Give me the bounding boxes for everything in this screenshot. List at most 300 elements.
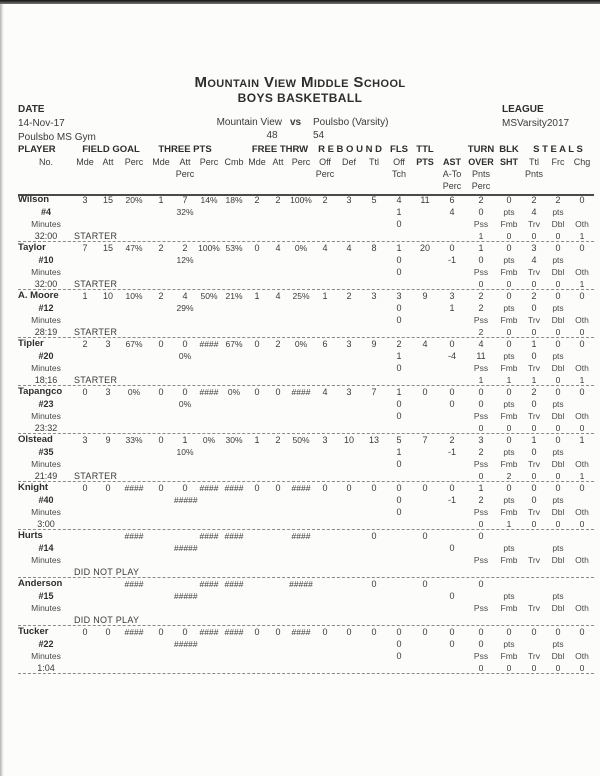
cell-blk: 0 xyxy=(506,483,512,493)
cell-reb_def: 0 xyxy=(346,483,352,493)
cell-status: DID NOT PLAY xyxy=(74,615,140,625)
cell-tp_mde: 0 xyxy=(158,627,164,637)
cell-stl_frc: 0 xyxy=(555,483,561,493)
cell-fmb: Fmb xyxy=(500,651,518,661)
cell-ft_att: 0 xyxy=(275,387,281,397)
cell-a_to: 0 xyxy=(449,639,455,649)
cell-minutes: Minutes xyxy=(31,651,61,661)
cell-ast: 0 xyxy=(449,483,455,493)
col-three-pts: THREE PTS xyxy=(158,144,212,155)
cell-fls3: 0 xyxy=(396,219,402,229)
cell-stl_pnts: 0 xyxy=(531,399,537,409)
cell-fmb: 0 xyxy=(506,279,512,289)
cell-reb_off: 6 xyxy=(322,339,328,349)
cell-pss: Pss xyxy=(473,555,489,565)
cell-oth: Oth xyxy=(575,411,589,421)
cell-minutes: Minutes xyxy=(31,459,61,469)
cell-fg_mde: 7 xyxy=(82,243,88,253)
cell-ttl_pts: 9 xyxy=(422,291,428,301)
cell-dbl: Dbl xyxy=(551,411,565,421)
cell-ast: 0 xyxy=(449,627,455,637)
cell-pts: pts xyxy=(552,543,564,553)
cell-tp_att: 0 xyxy=(182,627,188,637)
cell-stl_chg: 1 xyxy=(579,435,585,445)
vs-label: vs xyxy=(290,117,302,128)
cell-fmb: 2 xyxy=(506,471,512,481)
cell-ft_perc: #### xyxy=(291,387,311,397)
cell-fg_mde: 3 xyxy=(82,435,88,445)
cell-minutes: Minutes xyxy=(31,507,61,517)
cell-tp_perc: #### xyxy=(199,531,219,541)
cell-reb_ttl: 0 xyxy=(371,627,377,637)
cell-number: #12 xyxy=(38,303,54,313)
scan-edge-top xyxy=(0,0,600,4)
cell-stl_chg: 0 xyxy=(579,195,585,205)
cell-fls1 xyxy=(386,578,412,590)
cell-fg_att xyxy=(96,578,120,590)
cell-reb_def: 3 xyxy=(346,339,352,349)
cell-fg_mde xyxy=(74,578,96,590)
cell-tp_att_perc: ##### xyxy=(174,591,198,601)
cell-tp_att: 0 xyxy=(182,339,188,349)
cell-stl_pnts: 0 xyxy=(531,351,537,361)
cell-a_to: 0 xyxy=(449,399,455,409)
cell-dbl: Dbl xyxy=(551,507,565,517)
cell-fmb: Fmb xyxy=(500,219,518,229)
cell-pss: Pss xyxy=(473,507,489,517)
cell-pss xyxy=(466,614,496,625)
cell-pss: 0 xyxy=(478,279,484,289)
cell-minutes: Minutes xyxy=(31,219,61,229)
cell-stl_frc xyxy=(546,578,570,590)
cell-ft_att: 2 xyxy=(275,195,281,205)
cell-minutes: Minutes xyxy=(31,315,61,325)
cell-stl_pnts xyxy=(522,590,546,602)
cell-fmb: Fmb xyxy=(500,459,518,469)
cell-ast xyxy=(438,530,466,542)
cell-minutes: 32:00 xyxy=(34,231,58,241)
col-ttl: TTL xyxy=(416,144,434,155)
cell-fls1: 3 xyxy=(396,291,402,301)
cell-trv: 0 xyxy=(531,279,537,289)
cell-status xyxy=(74,662,196,673)
cell-name: A. Moore xyxy=(18,290,59,301)
cell-fls3 xyxy=(386,602,412,614)
cell-ft_att: 4 xyxy=(275,243,281,253)
cell-fmb: Fmb xyxy=(500,507,518,517)
cell-pts: pts xyxy=(503,255,515,265)
cell-name: Anderson xyxy=(18,578,63,589)
cell-fg_att: 15 xyxy=(102,243,113,253)
cell-pts: pts xyxy=(552,303,564,313)
cell-tp_att_perc: ##### xyxy=(174,495,198,505)
col-to-perc: Perc xyxy=(471,181,491,191)
cell-to: 3 xyxy=(478,435,484,445)
cell-reb_off: 4 xyxy=(322,387,328,397)
cell-reb_def xyxy=(336,530,362,542)
cell-reb_ttl: 8 xyxy=(371,243,377,253)
cell-ttl_pts: 0 xyxy=(422,579,428,589)
cell-ft_mde: 2 xyxy=(254,195,260,205)
date-label: DATE xyxy=(18,104,45,115)
player-row xyxy=(18,482,594,530)
cell-ft_att xyxy=(268,530,288,542)
cell-number: #22 xyxy=(38,639,54,649)
cell-ft_att: 0 xyxy=(275,483,281,493)
league-value: MSVarsity2017 xyxy=(502,118,570,129)
cell-ft_att: 0 xyxy=(275,627,281,637)
cell-ft_perc: ##### xyxy=(289,579,313,589)
cell-name: Wilson xyxy=(18,194,50,205)
cell-minutes: 28:19 xyxy=(34,327,58,337)
cell-tp_mde: 0 xyxy=(158,483,164,493)
cell-ast: 0 xyxy=(449,387,455,397)
cell-fmb: Fmb xyxy=(500,411,518,421)
cell-tp_att: 7 xyxy=(182,195,188,205)
cell-cmb: 67% xyxy=(225,339,243,349)
cell-fls1: 1 xyxy=(396,243,402,253)
league-label: LEAGUE xyxy=(502,104,544,115)
col-ft-perc: Perc xyxy=(291,157,311,167)
cell-ttl_pts: 11 xyxy=(420,195,430,205)
cell-stl_ttl: 0 xyxy=(531,483,537,493)
col-free-thrw: FREE THRW xyxy=(251,144,309,155)
player-row xyxy=(18,434,594,482)
cell-pts: pts xyxy=(503,495,515,505)
cell-stl_ttl: 1 xyxy=(531,435,537,445)
cell-pss: Pss xyxy=(473,411,489,421)
cell-dbl: 0 xyxy=(555,327,561,337)
cell-dbl: Dbl xyxy=(551,219,565,229)
cell-blk: 0 xyxy=(506,339,512,349)
cell-minutes: 21:49 xyxy=(34,471,58,481)
cell-pss: 0 xyxy=(478,423,484,433)
cell-trv: Trv xyxy=(528,555,540,565)
cell-fg_perc: #### xyxy=(124,483,144,493)
player-row xyxy=(18,194,594,242)
cell-fmb: Fmb xyxy=(500,363,518,373)
cell-oth: 0 xyxy=(579,423,585,433)
cell-pss: 1 xyxy=(478,231,484,241)
cell-pts: pts xyxy=(503,351,515,361)
cell-reb_off: 0 xyxy=(322,627,328,637)
cell-trv: 0 xyxy=(531,423,537,433)
cell-tp_perc: 100% xyxy=(198,243,220,253)
cell-trv: 0 xyxy=(531,663,537,673)
cell-fls3: 0 xyxy=(396,507,402,517)
cell-reb_off: 4 xyxy=(322,243,328,253)
cell-cmb: #### xyxy=(224,531,244,541)
cell-tp_mde: 0 xyxy=(158,339,164,349)
cell-fls3: 0 xyxy=(396,315,402,325)
cell-tp_att: 0 xyxy=(182,483,188,493)
cell-stl_frc: 0 xyxy=(555,243,561,253)
cell-reb_def: 0 xyxy=(346,627,352,637)
cell-stl_frc: 0 xyxy=(555,627,561,637)
cell-oth: 1 xyxy=(579,279,585,289)
cell-pss: 0 xyxy=(478,519,484,529)
col-a-to: A-To xyxy=(442,169,462,179)
cell-tp_att_perc: 29% xyxy=(176,303,194,313)
col-stl-ttl: Ttl xyxy=(529,157,539,167)
cell-reb_off xyxy=(314,530,336,542)
cell-dbl: 0 xyxy=(555,231,561,241)
cell-oth: Oth xyxy=(575,507,589,517)
cell-cmb: #### xyxy=(224,579,244,589)
cell-oth: Oth xyxy=(575,651,589,661)
cell-fls1: 5 xyxy=(396,435,402,445)
cell-tp_perc: 14% xyxy=(200,195,218,205)
cell-dbl: Dbl xyxy=(551,651,565,661)
player-row xyxy=(18,578,594,626)
cell-pss: 1 xyxy=(478,375,484,385)
cell-oth: Oth xyxy=(575,315,589,325)
cell-fls1: 0 xyxy=(396,627,402,637)
cell-ft_mde xyxy=(246,578,268,590)
cell-minutes: Minutes xyxy=(31,267,61,277)
cell-status: DID NOT PLAY xyxy=(74,567,140,577)
col-rebound: R E B O U N D xyxy=(318,144,382,155)
cell-dbl xyxy=(546,566,570,577)
cell-fg_perc: 20% xyxy=(125,195,143,205)
cell-dbl: Dbl xyxy=(551,267,565,277)
player-row xyxy=(18,530,594,578)
cell-to: 1 xyxy=(478,243,484,253)
cell-pss: Pss xyxy=(473,219,489,229)
cell-reb_off: 3 xyxy=(322,435,328,445)
cell-pts: pts xyxy=(503,591,515,601)
cell-blk: 0 xyxy=(506,243,512,253)
cell-dbl: 0 xyxy=(555,663,561,673)
cell-tp_perc: #### xyxy=(199,387,219,397)
cell-dbl: Dbl xyxy=(551,459,565,469)
cell-reb_off: 2 xyxy=(322,195,328,205)
cell-number: #4 xyxy=(40,207,51,217)
cell-to_pnts: 11 xyxy=(476,351,486,361)
cell-to_pnts: 2 xyxy=(478,495,484,505)
cell-stl_chg xyxy=(570,578,594,590)
cell-fls3: 0 xyxy=(396,651,402,661)
cell-ft_perc: #### xyxy=(291,627,311,637)
cell-minutes: 23:32 xyxy=(34,423,58,433)
cell-pts: pts xyxy=(552,495,564,505)
cell-number: #23 xyxy=(38,399,54,409)
cell-fls2: 0 xyxy=(396,495,402,505)
cell-ft_perc: 0% xyxy=(294,243,308,253)
col-fls-tch: Tch xyxy=(391,169,406,179)
cell-pts: pts xyxy=(503,447,515,457)
col-fls: FLS xyxy=(390,144,408,155)
cell-a_to: -1 xyxy=(447,447,456,457)
school-title: Mountain View Middle School xyxy=(194,74,406,91)
player-row xyxy=(18,626,594,674)
cell-fmb xyxy=(496,614,522,625)
cell-name: Hurts xyxy=(18,530,43,541)
col-cmb: Cmb xyxy=(224,157,244,167)
cell-number: #35 xyxy=(38,447,54,457)
cell-fg_mde xyxy=(74,530,96,542)
cell-reb_ttl: 13 xyxy=(368,435,379,445)
table-header xyxy=(18,144,594,196)
cell-trv: 0 xyxy=(531,471,537,481)
cell-name: Knight xyxy=(18,482,49,493)
col-sht: SHT xyxy=(500,157,518,167)
cell-to: 0 xyxy=(478,387,484,397)
cell-oth: 1 xyxy=(579,375,585,385)
cell-ft_mde: 1 xyxy=(254,291,260,301)
col-to-pnts: Pnts xyxy=(471,169,490,179)
cell-reb_ttl: 0 xyxy=(371,531,377,541)
cell-fg_mde: 0 xyxy=(82,627,88,637)
cell-fg_att: 0 xyxy=(105,483,111,493)
cell-a_to: 0 xyxy=(449,543,455,553)
cell-pts: pts xyxy=(503,207,515,217)
cell-number: #40 xyxy=(38,495,54,505)
cell-stl_frc xyxy=(546,530,570,542)
cell-ft_perc: 0% xyxy=(294,339,308,349)
cell-blk: 0 xyxy=(506,195,512,205)
cell-trv: Trv xyxy=(528,315,540,325)
cell-stl_pnts: 4 xyxy=(531,207,537,217)
cell-fg_perc: #### xyxy=(124,531,144,541)
cell-pss: Pss xyxy=(473,603,489,613)
cell-pss: Pss xyxy=(473,459,489,469)
cell-fg_perc: 33% xyxy=(125,435,143,445)
cell-stl_ttl xyxy=(522,530,546,542)
cell-fmb: 1 xyxy=(506,375,512,385)
cell-pss xyxy=(466,566,496,577)
col-ft-mde: Mde xyxy=(248,157,266,167)
cell-fmb: Fmb xyxy=(500,555,518,565)
cell-ft_perc: 100% xyxy=(290,195,312,205)
cell-dbl: 0 xyxy=(555,279,561,289)
cell-tp_att_perc: 0% xyxy=(178,351,192,361)
col-reb-off-perc: Perc xyxy=(315,169,335,179)
cell-tp_att xyxy=(174,578,196,590)
cell-blk: 0 xyxy=(506,627,512,637)
cell-fls3: 0 xyxy=(396,411,402,421)
cell-reb_ttl: 0 xyxy=(371,483,377,493)
cell-fls1: 0 xyxy=(396,483,402,493)
col-stl-chg: Chg xyxy=(573,157,591,167)
cell-stl_pnts: 0 xyxy=(531,447,537,457)
cell-cmb: #### xyxy=(224,483,244,493)
player-row xyxy=(18,290,594,338)
cell-reb_ttl: 5 xyxy=(371,195,377,205)
cell-number: #14 xyxy=(38,543,54,553)
cell-stl_frc: 2 xyxy=(555,195,561,205)
cell-fls2 xyxy=(386,542,412,554)
col-fg-perc: Perc xyxy=(124,157,144,167)
col-over: OVER xyxy=(468,157,494,167)
cell-stl_pnts xyxy=(522,638,546,650)
cell-pts: pts xyxy=(552,255,564,265)
cell-cmb: 30% xyxy=(225,435,243,445)
cell-to_pnts: 0 xyxy=(478,207,484,217)
cell-dbl: 0 xyxy=(555,471,561,481)
cell-stl_chg: 0 xyxy=(579,483,585,493)
cell-stl_ttl: 0 xyxy=(531,627,537,637)
cell-ft_mde xyxy=(246,530,268,542)
cell-tp_att_perc: 0% xyxy=(178,399,192,409)
cell-ft_mde: 0 xyxy=(254,627,260,637)
cell-minutes xyxy=(18,614,74,625)
cell-fls2: 1 xyxy=(396,351,402,361)
cell-fg_att xyxy=(96,530,120,542)
cell-fg_mde: 3 xyxy=(82,195,88,205)
cell-ft_mde: 0 xyxy=(254,483,260,493)
cell-tp_att_perc: ##### xyxy=(174,639,198,649)
cell-name: Tapangco xyxy=(18,386,63,397)
cell-fmb: Fmb xyxy=(500,315,518,325)
cell-tp_perc: #### xyxy=(199,579,219,589)
cell-dbl: 0 xyxy=(555,423,561,433)
cell-ft_att: 2 xyxy=(275,435,281,445)
player-rows xyxy=(18,194,594,674)
cell-stl_ttl: 2 xyxy=(531,291,537,301)
cell-pss: 2 xyxy=(478,327,484,337)
cell-reb_off: 1 xyxy=(322,291,328,301)
cell-fls3 xyxy=(386,554,412,566)
cell-fmb xyxy=(496,566,522,577)
cell-ttl_pts: 0 xyxy=(422,483,428,493)
home-team: Mountain View xyxy=(216,117,282,128)
cell-fls2: 0 xyxy=(396,639,402,649)
cell-tp_mde: 1 xyxy=(158,195,164,205)
cell-dbl: Dbl xyxy=(551,363,565,373)
cell-reb_ttl: 7 xyxy=(371,387,377,397)
cell-ft_perc: #### xyxy=(291,483,311,493)
cell-dbl: Dbl xyxy=(551,555,565,565)
cell-pts: pts xyxy=(552,207,564,217)
cell-fg_mde: 1 xyxy=(82,291,88,301)
cell-minutes: 18;16 xyxy=(34,375,58,385)
cell-fmb: 0 xyxy=(506,231,512,241)
cell-trv: Trv xyxy=(528,603,540,613)
cell-fls3: 0 xyxy=(396,459,402,469)
cell-fls2: 0 xyxy=(396,255,402,265)
cell-pss: 0 xyxy=(478,471,484,481)
cell-fmb: 0 xyxy=(506,327,512,337)
cell-to_pnts: 0 xyxy=(478,639,484,649)
cell-stl_chg: 0 xyxy=(579,387,585,397)
cell-pss: 0 xyxy=(478,663,484,673)
cell-fg_mde: 0 xyxy=(82,387,88,397)
cell-trv: 1 xyxy=(531,375,537,385)
cell-to: 0 xyxy=(478,627,484,637)
cell-minutes: 32:00 xyxy=(34,279,58,289)
cell-tp_att_perc: 10% xyxy=(176,447,194,457)
cell-fls2: 1 xyxy=(396,207,402,217)
cell-pss: Pss xyxy=(473,267,489,277)
cell-dbl: 0 xyxy=(555,519,561,529)
cell-tp_mde: 2 xyxy=(158,243,164,253)
cell-status xyxy=(74,422,196,433)
cell-ttl_pts: 0 xyxy=(422,387,428,397)
cell-dbl: Dbl xyxy=(551,603,565,613)
cell-fg_att: 3 xyxy=(105,387,111,397)
cell-to_pnts xyxy=(466,590,496,602)
cell-pss: Pss xyxy=(473,363,489,373)
cell-cmb: 21% xyxy=(225,291,243,301)
cell-to: 0 xyxy=(478,531,484,541)
cell-tp_att: 0 xyxy=(182,387,188,397)
cell-fls1 xyxy=(386,530,412,542)
cell-stl_pnts: 4 xyxy=(531,255,537,265)
cell-fg_perc: #### xyxy=(124,627,144,637)
cell-oth: Oth xyxy=(575,555,589,565)
cell-ast xyxy=(438,578,466,590)
